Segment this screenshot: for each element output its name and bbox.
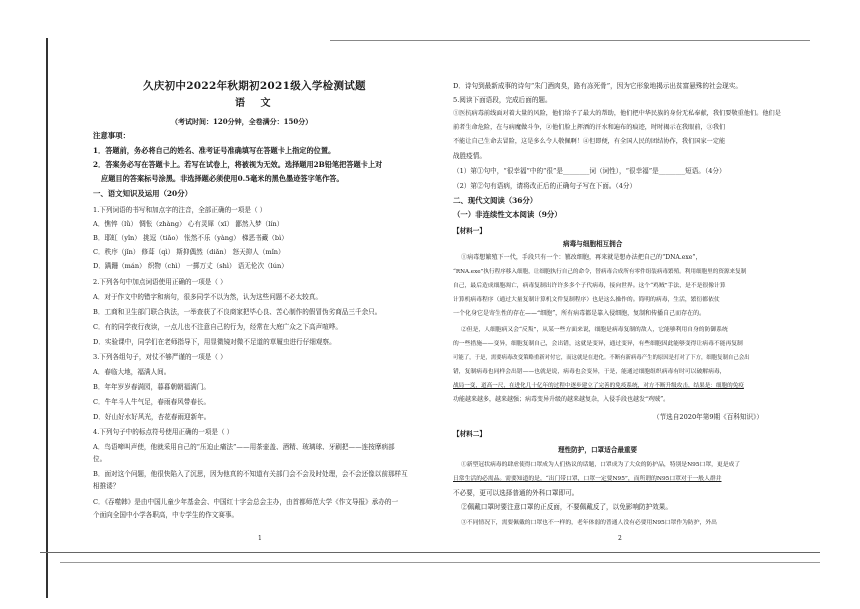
q3-option-b: B．年年岁岁春满园，暮暮朝朝福满门。 [93, 383, 210, 391]
q4-option-b: B．面对这个问题，他很快陷入了沉思，因为他真的不知道有关部门会不会及时处理，会不会还像以前那样互 [93, 470, 408, 478]
material-2-title: 理性防护，口罩适合最重要 [558, 446, 638, 454]
right-page [453, 0, 793, 609]
mat2-line-4: ②佩戴口罩时要注意口罩的正反面，不要佩戴反了，以免影响防护效果。 [461, 503, 672, 511]
q5-passage-3: 不能让自己生命去冒险，这是多么令人敬佩啊！④但即便，有全国人民的团结协作，我们国家一定能 [453, 138, 726, 145]
q2-option-c: C．有的同学夜行夜读，一点儿也不注意自己的行为，经常在大庭广众之下高声喧哗。 [93, 323, 343, 331]
page-number-right: 2 [618, 535, 622, 542]
notice-2: 2．答案务必写在答题卡上。若写在试卷上，将被视为无效。选择题用2B铅笔把答题卡上对 [93, 160, 383, 169]
q5-passage-1: ①医抗病毒前线面对着大量的风险，他们给予了最大的帮助，他们把中华民族的身份无私奉献，我们要敬重他们。他们是 [453, 110, 781, 117]
binding-edge-line [46, 38, 48, 598]
q4-option-a-cont: 位。 [93, 455, 107, 463]
mat2-line-3: 不必要，更可以选择普通的外科口罩即可。 [453, 489, 579, 497]
q4-option-a: A．鸟语啼叫声使，他就采用自己的“压迫止痛法”——用茶壶盖、酒精、玻璃球、牙刷把——连按摩病部 [93, 443, 395, 451]
q1-option-b: B．耶虹（yǐn） 挑逗（tiǎo） 怅然不乐（yàng） 梯恶书藏（bì） [93, 234, 288, 242]
q4-option-d: D．诗句到最新成事的诗句“朱门酒肉臭，路有冻死骨”，因为它形象地揭示出贫富悬殊的社会现实。 [453, 82, 742, 90]
q3-option-c: C．牛年斗人牛气足，春雨春风带春长。 [93, 398, 211, 406]
page-number-left: 1 [258, 535, 262, 542]
mat1-line-8: 可能了，于是，需要病毒改变策略重新对付它，而这就是在进化。不断有新病毒产生的原因是打对了下方，细胞复制自己会出 [453, 355, 750, 361]
exam-title: 久庆初中2022年秋期初2021级入学检测试题 [143, 80, 366, 92]
material-1-title: 病毒与细胞相互拥合 [563, 240, 623, 248]
mat2-line-2: 日常生活的必需品。需要知道的是，“出门带口罩，口罩一定要N95”，而所谓的N95口罩对于一般人群并 [453, 476, 722, 482]
mat1-line-6: ②但是，人细胞病又会“反叛”，从某一些方面来说，细胞是病毒复制的敌人，它能够利用自身的防御系统 [461, 327, 728, 333]
mat1-line-4: 计算机病毒程序（通过大量复制计算机文件复制程序）也是这么操作的。简明的病毒，生活，繁衍都依仗 [453, 297, 720, 303]
notice-1: 1．答题前，务必将自己的姓名、准考证号准确填写在答题卡上指定的位置。 [93, 146, 336, 155]
mat1-line-1: ①病毒想繁殖下一代，手段只有一个：篡改细胞，再来就是想办法把自己的“DNA.exe”， [461, 254, 702, 261]
mat1-line-2: “RNA.exe”执行程序移入细胞，让细胞执行自己的命令，替病毒合成所有零件组装病毒繁殖。利用细胞里的资源来复制 [453, 269, 747, 275]
q4-option-c-cont: 个面向全国中小学各职高，中专学生的作文赛事。 [93, 511, 239, 519]
subject-title: 语 文 [235, 98, 277, 109]
q5-stem: 5.阅读下面语段，完成后面的题。 [453, 96, 552, 104]
q2-stem: 2.下列各句中加点词语使用正确的一项是（ ） [93, 278, 227, 286]
mat2-line-5: ③不同情况下，需要佩戴的口罩也不一样的，老年体弱的普通人没有必要用N95口罩作为防护，外出 [461, 520, 717, 526]
notice-3: 应题目的答案标号涂黑。非选择题必须使用0.5毫米的黑色墨迹签字笔作答。 [101, 174, 344, 183]
mat1-line-7: 的一些措施——变异，细胞复制自己，会出错，这就是变异，通过变异，有些细胞因此能够变得让病毒不能再复制 [453, 341, 743, 347]
q3-option-d: D．好山好水好风光，杏花春雨迎新年。 [93, 413, 211, 421]
q5-passage-4: 战胜疫情。 [453, 152, 486, 160]
notice-title: 注意事项： [93, 131, 130, 140]
q5-sub-1: （1）第①句中，“很幸福”中的“很”是________词（词性），“很幸福”是________短语。（4分） [453, 167, 726, 175]
section-1-heading: 一、语文知识及运用（20分） [93, 189, 192, 198]
left-page [93, 0, 438, 609]
q1-stem: 1.下列词语的书写和加点字的注音，全部正确的一项是（ ） [93, 206, 267, 214]
q4-option-c: C．《吞噬韩》是由中国儿童少年基金会、中国红十字会总会主办，由首都师范大学《作文导报》承办的一 [93, 498, 399, 506]
q2-option-d: D．实验课中，同学们在老师指导下，用显微镜对微不足道的草履虫进行仔细观察。 [93, 338, 336, 346]
mat1-line-3: 自己，最后造成细胞凋亡，病毒复制出许许多多个子代病毒，接向世界。这个“鸡贼”手法，是不是很像计算 [453, 283, 726, 289]
material-2-label: 【材料二】 [453, 430, 486, 438]
q4-option-b-cont: 相推诿？ [93, 482, 120, 490]
mat1-line-5: 一个化身它是寄生性的存在——“细胞”，所有病毒都是靠入侵细胞，复制和传播自己而存在的。 [453, 310, 706, 317]
q3-stem: 3.下列各组句子，对仗不够严谨的一项是（ ） [93, 353, 227, 361]
mat1-line-11: 功能越来越多，越来越强；病毒变异升级的越来越复杂，入侵手段也越发“鸡贼”。 [453, 396, 670, 403]
q1-option-a: A．憔悴（lǜ） 惆怅（zhàng） 心有灵犀（xī） 鄙然入梦（lín） [93, 220, 284, 228]
q3-option-a: A．春临大地，福满人间。 [93, 368, 171, 376]
q1-option-d: D．蹒跚（mán） 织物（chì） 一掷万丈（shì） 语无伦次（lún） [93, 262, 288, 270]
section-2-heading: 二、现代文阅读（36分） [453, 196, 538, 205]
q5-passage-2: 前者生命危险，在与病魔做斗争，②他们脸上挥洒的汗水和遍布的痕迹，时时揭示在我眼前，③我们 [453, 124, 726, 131]
q5-sub-2: （2）第②句有语病，请将改正后的正确句子写在下面。（4分） [453, 182, 637, 190]
q1-option-c: C．秩序（jǐn） 修葺（qì） 斯抑偶然（diǎn） 怒天抑人（mǐn） [93, 248, 285, 256]
exam-info: （考试时间：120分钟，全卷满分：150分） [171, 117, 313, 126]
material-1-label: 【材料一】 [453, 227, 486, 235]
mat1-line-10: 战局一变，道高一尺，在进化几十亿年的过程中逐步建立了完善的免疫系统，对方不断升级攻击，结果是：细胞的免疫 [453, 383, 744, 389]
mat2-line-1: ①新型冠状病毒的肆虐使得口罩成为人们热议的话题，口罩成为了大众的防护品，特别是N95口罩，更是成了 [461, 462, 741, 468]
mat1-line-9: 错，复制病毒也同样会出错——也就是说，病毒也会变异，于是，能通过细胞组织病毒有时可以破解病毒， [453, 369, 726, 375]
q4-stem: 4.下列句子中的标点符号使用正确的一项是（ ） [93, 428, 234, 436]
mat1-source: （节选自2020年第9期《百科知识》） [653, 413, 763, 421]
q2-option-a: A．对于作文中的错字和病句，很多同学不以为然，认为这些问题不必太较真。 [93, 293, 322, 301]
subsection-heading: （一）非连续性文本阅读（9分） [453, 210, 562, 219]
q2-option-b: B．工商和卫生部门联合执法，一举查获了不良商家把毕心良、苦心制作的假冒伪劣商品三千余只。 [93, 308, 382, 316]
